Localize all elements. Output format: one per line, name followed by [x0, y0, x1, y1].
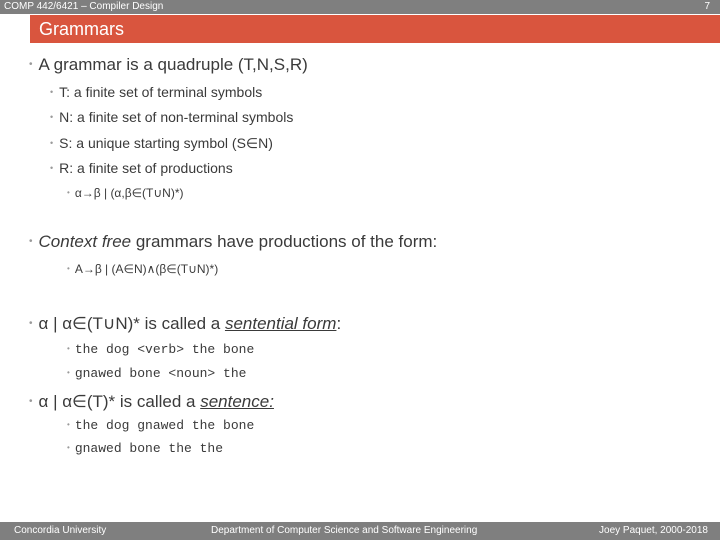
bullet-start-symbol: [50, 135, 273, 152]
footer-department: Department of Computer Science and Software Engineering: [211, 525, 478, 536]
bullet-icon: •: [67, 264, 70, 273]
text-context-free: grammars have productions of the form:: [131, 232, 438, 251]
bullet-icon: •: [50, 138, 54, 148]
text-sentence-prefix: α | α∈(T)* is called a: [38, 392, 201, 411]
bullet-nonterminals: [50, 109, 293, 125]
bullet-icon: •: [67, 344, 70, 353]
bullet-icon: •: [29, 318, 33, 329]
footer-author: Joey Paquet, 2000-2018: [599, 525, 708, 536]
code-example: gnawed bone the the: [74, 441, 224, 456]
code-example: gnawed bone <noun> the: [74, 366, 247, 381]
text-productions: R: a finite set of productions: [59, 160, 233, 176]
text-sentential-emphasis: sentential form: [224, 314, 337, 333]
bullet-context-free: [29, 232, 437, 252]
bullet-icon: •: [29, 236, 33, 247]
example-sentence-1: [67, 418, 254, 433]
bullet-sentence: [29, 392, 274, 412]
example-sentence-2: [67, 441, 223, 456]
bullet-icon: •: [50, 112, 54, 122]
bullet-icon: •: [50, 163, 54, 173]
text-start-symbol: S: a unique starting symbol (S∈N): [59, 135, 273, 151]
code-example: the dog <verb> the bone: [74, 342, 255, 357]
bullet-icon: •: [67, 368, 70, 377]
text-sentence-emphasis: sentence:: [200, 392, 274, 411]
text-cf-form: A→β | (A∈N)∧(β∈(T∪N)*): [74, 262, 219, 276]
text-terminals: T: a finite set of terminal symbols: [59, 84, 263, 100]
bullet-icon: •: [67, 443, 70, 452]
text-nonterminals: N: a finite set of non-terminal symbols: [59, 109, 294, 125]
text-production-form: α→β | (α,β∈(T∪N)*): [74, 186, 184, 200]
bullet-quadruple: [29, 55, 308, 75]
bullet-icon: •: [50, 87, 54, 97]
text-sentential-prefix: α | α∈(T∪N)* is called a: [38, 314, 225, 333]
bullet-icon: •: [67, 188, 70, 197]
bullet-icon: •: [29, 59, 33, 70]
example-sentential-2: [67, 366, 246, 381]
code-example: the dog gnawed the bone: [74, 418, 255, 433]
footer-university: Concordia University: [14, 525, 107, 536]
bullet-cf-form: [67, 262, 218, 276]
bullet-icon: •: [29, 396, 33, 407]
bullet-production-form: [67, 186, 184, 200]
text-quadruple: A grammar is a quadruple (T,N,S,R): [38, 55, 308, 74]
bullet-sentential-form: [29, 314, 341, 334]
course-title: COMP 442/6421 – Compiler Design: [4, 1, 164, 12]
bullet-productions: [50, 160, 233, 176]
slide-title: Grammars: [39, 19, 124, 39]
bullet-icon: •: [67, 420, 70, 429]
text-sentential-suffix: :: [336, 314, 342, 333]
bullet-terminals: [50, 84, 262, 100]
example-sentential-1: [67, 342, 254, 357]
page-number: 7: [704, 1, 710, 12]
text-context-free-emphasis: Context free: [38, 232, 132, 251]
footer-bar: [0, 522, 720, 540]
